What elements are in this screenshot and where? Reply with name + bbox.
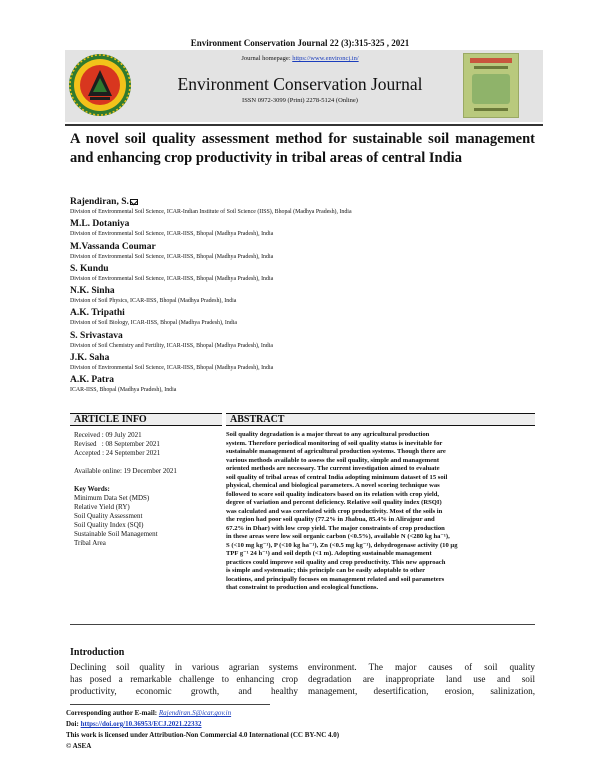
author-affiliation: Division of Environmental Soil Science, ICAR-IISS, Bhopal (Madhya Pradesh), India <box>70 275 274 282</box>
abstract-line: locations, and principally focuses on management related and soil parameters <box>226 575 445 583</box>
author-entry <box>70 353 540 375</box>
abstract-line: Soil quality degradation is a major threat to any agricultural production <box>226 431 430 438</box>
corresponding-label: Corresponding author E-mail: <box>66 709 158 717</box>
intro-line: productivity, economic growth, and healthy <box>70 686 298 696</box>
abstract-line: soil quality of tribal areas of central India adopting minimum dataset of 15 soil <box>226 473 448 481</box>
journal-reference: Environment Conservation Journal 22 (3):315-325 , 2021 <box>190 38 410 48</box>
abstract-line: the region had poor soil quality (77.2% in Jhabua, 85.4% in Alirajpur and <box>226 516 435 523</box>
author-affiliation: Division of Environmental Soil Science, ICAR-Indian Institute of Soil Science (IISS), Bhopal (Madhya Pradesh), India <box>70 209 352 215</box>
available-online-date: Available online: 19 December 2021 <box>74 467 177 475</box>
abstract-line: various methods available to assess the soil quality, simple and management <box>226 456 440 464</box>
keywords-heading: Key Words: <box>74 485 110 493</box>
author-name: Rajendiran, S. <box>70 197 129 207</box>
abstract-box-divider <box>70 624 535 625</box>
author-affiliation: Division of Soil Chemistry and Fertility, ICAR-IISS, Bhopal (Madhya Pradesh), India <box>70 342 273 349</box>
homepage-label: Journal homepage: <box>241 55 291 62</box>
author-name: M.Vassanda Coumar <box>70 241 156 252</box>
abstract-line: in these areas were low soil organic carbon (<0.5%), available N (<280 kg ha⁻¹), <box>226 533 450 540</box>
author-entry <box>70 242 540 264</box>
intro-line: environment. The major causes of soil quality <box>308 662 535 672</box>
author-entry <box>70 264 540 286</box>
footnote-divider <box>70 704 270 705</box>
abstract-heading: ABSTRACT <box>226 413 535 426</box>
introduction-right-column <box>308 661 535 697</box>
abstract-line: followed to score soil quality indicators based on its relation with crop yield, <box>226 490 440 498</box>
abstract-line: was calculated and was correlated with crop productivity. Most of the soils in <box>226 507 443 515</box>
paper-title: A novel soil quality assessment method for sustainable soil management and enhancing crop productivity in tribal areas of central India <box>70 131 535 166</box>
author-affiliation: Division of Environmental Soil Science, ICAR-IISS, Bhopal (Madhya Pradesh), India <box>70 231 274 238</box>
journal-homepage <box>0 55 600 62</box>
intro-line: has posed a remarkable challenge to enhancing crop <box>70 674 298 684</box>
author-name: J.K. Saha <box>70 353 110 364</box>
copyright-text: © ASEA <box>66 742 92 750</box>
keyword: Soil Quality Index (SQI) <box>74 521 144 529</box>
introduction-heading: Introduction <box>70 647 125 658</box>
keyword: Sustainable Soil Management <box>74 530 158 538</box>
intro-line: management, desertification, erosion, salinization, <box>308 686 535 696</box>
corresponding-email-link[interactable]: Rajendiran.S@icar.gov.in <box>158 709 232 717</box>
doi-link[interactable]: https://doi.org/10.36953/ECJ.2021.22332 <box>80 720 202 728</box>
abstract-line: oriented methods are necessary. The current investigation aimed to evaluate <box>226 465 440 472</box>
author-affiliation: ICAR-IISS, Bhopal (Madhya Pradesh), India <box>70 387 177 394</box>
revised-date: Revised : 08 September 2021 <box>74 440 160 448</box>
journal-title: Environment Conservation Journal <box>177 74 423 94</box>
abstract-line: 67.2% in Dhar) with low crop yield. The major constraints of crop production <box>226 524 445 532</box>
abstract-line: physical, chemical and biological parameters. A novel scoring technique was <box>226 482 440 489</box>
abstract-line: sustainable management of agricultural production systems. Though there are <box>226 448 446 455</box>
author-entry <box>70 219 540 241</box>
author-name: S. Srivastava <box>70 330 123 341</box>
author-list <box>70 197 540 398</box>
keyword: Minimum Data Set (MDS) <box>74 494 150 502</box>
author-entry <box>70 375 540 397</box>
keyword: Soil Quality Assessment <box>74 512 143 520</box>
email-icon[interactable] <box>130 199 138 205</box>
doi-label: Doi: <box>66 720 79 728</box>
received-date: Received : 09 July 2021 <box>74 431 142 439</box>
keyword: Tribal Area <box>74 539 106 547</box>
author-affiliation: Division of Soil Physics, ICAR-IISS, Bhopal (Madhya Pradesh), India <box>70 298 237 305</box>
abstract-line: degree of variation and percent deficiency. Relative soil quality index (RSQI) <box>226 499 442 506</box>
intro-line: degradation are inappropriate land use and soil <box>308 674 535 684</box>
license-text: This work is licensed under Attribution-Non Commercial 4.0 International (CC BY-NC 4.0) <box>66 731 340 739</box>
abstract-line: is simple and systematic; this principle can be easily adoptable to other <box>226 567 426 574</box>
footnote <box>66 708 536 752</box>
homepage-link[interactable]: https://www.environcj.in/ <box>292 55 359 62</box>
abstract-line: TPF g⁻¹ 24 h⁻¹) and soil depth (<1 m). Adopting sustainable management <box>226 550 432 557</box>
accepted-date: Accepted : 24 September 2021 <box>74 449 161 457</box>
author-name: N.K. Sinha <box>70 286 115 297</box>
abstract-line: S (<10 mg kg⁻¹), P (<10 kg ha⁻¹), Zn (<0.5 mg kg⁻¹), dehydrogenase activity (10 µg <box>226 541 458 549</box>
author-name: A.K. Patra <box>70 375 115 386</box>
author-affiliation: Division of Environmental Soil Science, ICAR-IISS, Bhopal (Madhya Pradesh), India <box>70 365 274 372</box>
author-affiliation: Division of Environmental Soil Science, ICAR-IISS, Bhopal (Madhya Pradesh), India <box>70 253 274 260</box>
author-affiliation: Division of Soil Biology, ICAR-IISS, Bhopal (Madhya Pradesh), India <box>70 320 237 327</box>
header-divider <box>65 124 543 126</box>
author-name: S. Kundu <box>70 263 109 274</box>
abstract-text <box>226 431 535 593</box>
keyword: Relative Yield (RY) <box>74 503 130 511</box>
author-entry <box>70 286 540 308</box>
author-entry <box>70 197 540 219</box>
abstract-line: practices could improve soil quality and crop productivity. This new approach <box>226 558 446 566</box>
abstract-line: that constraint to production and ecological functions. <box>226 584 379 591</box>
article-info-heading: ARTICLE INFO <box>70 413 222 426</box>
introduction-left-column <box>70 661 298 697</box>
author-entry <box>70 331 540 353</box>
author-entry <box>70 308 540 330</box>
abstract-line: system. Therefore periodical monitoring of soil quality status is inevitable for <box>226 439 443 447</box>
intro-line: Declining soil quality in various agrarian systems <box>70 662 298 672</box>
article-info-panel <box>74 431 222 548</box>
author-name: A.K. Tripathi <box>70 308 125 319</box>
author-name: M.L. Dotaniya <box>70 219 130 230</box>
issn: ISSN 0972-3099 (Print) 2278-5124 (Online) <box>242 97 358 104</box>
